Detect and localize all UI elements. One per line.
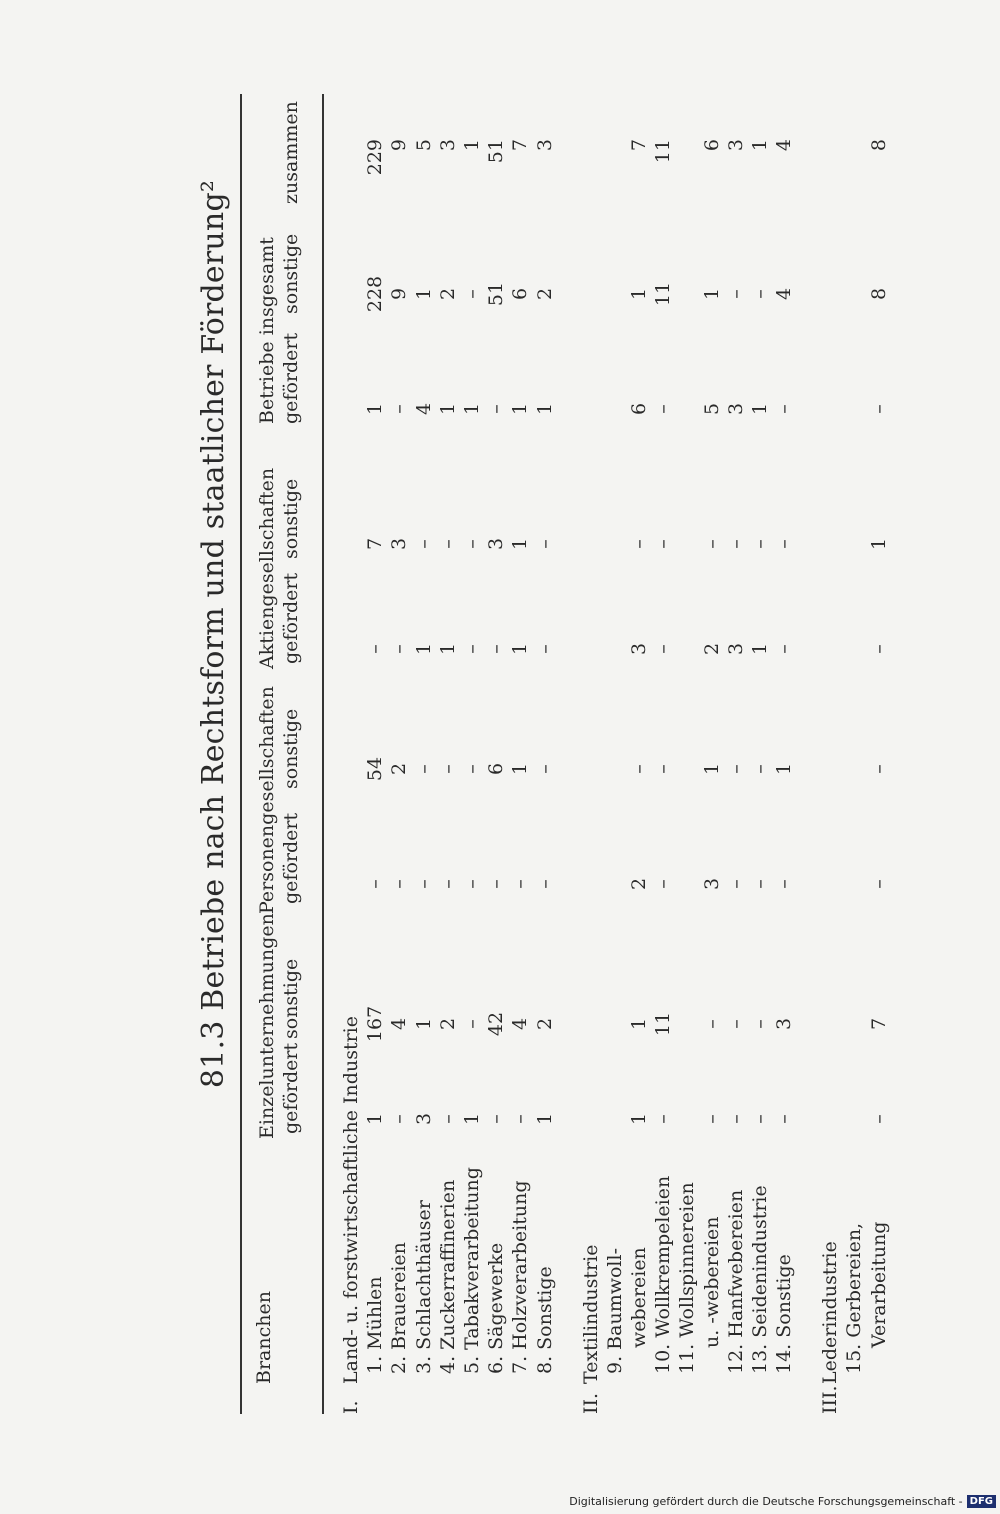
col-header-person: Personengesellschaften — [256, 686, 278, 914]
table-cell: 1 — [412, 642, 435, 656]
table-cell: 42 — [485, 1011, 508, 1037]
table-cell: – — [388, 879, 411, 889]
table-cell: – — [461, 879, 483, 889]
row-label: 6. Sägewerke — [485, 1242, 508, 1374]
table-cell: – — [724, 289, 747, 299]
table-cell: – — [533, 539, 556, 549]
table-cell: – — [748, 1019, 771, 1029]
table-cell: – — [388, 404, 411, 414]
table-cell: – — [627, 764, 650, 774]
table-cell: 1 — [533, 1112, 556, 1126]
table-cell-total: 5 — [412, 139, 435, 152]
col-header-aktien: Aktiengesellschaften — [256, 467, 278, 669]
table-cell: 1 — [461, 402, 483, 416]
table-cell: 3 — [773, 1017, 796, 1031]
row-label: 2. Brauereien — [388, 1242, 411, 1374]
section-numeral: I. — [340, 1400, 362, 1414]
table-cell: 1 — [509, 402, 532, 416]
table-cell: – — [509, 879, 532, 889]
table-cell: 6 — [485, 762, 508, 776]
col-header-einzel: Einzelunternehmungen — [256, 913, 278, 1139]
table-cell: – — [724, 1019, 747, 1029]
table-cell: – — [533, 644, 556, 654]
table-cell: 2 — [700, 642, 723, 656]
table-cell: 4 — [509, 1017, 532, 1031]
table-cell: – — [867, 1114, 890, 1124]
table-cell: 1 — [700, 762, 723, 776]
table-cell: – — [867, 404, 890, 414]
row-label: webereien — [627, 1247, 650, 1348]
row-label: 15. Gerbereien, — [843, 1222, 866, 1374]
table-cell-total: 6 — [700, 139, 723, 152]
table-cell: 4 — [773, 287, 796, 301]
table-cell: – — [748, 879, 771, 889]
table-cell: – — [652, 879, 675, 889]
table-cell-total: 3 — [724, 139, 747, 152]
table-cell-total: 51 — [485, 139, 508, 164]
table-cell: – — [485, 879, 508, 889]
dfg-logo: DFG — [967, 1495, 996, 1508]
table-cell: 1 — [412, 1017, 435, 1031]
table-cell: 1 — [700, 287, 723, 301]
table-cell: – — [388, 1114, 411, 1124]
col-header-person-gefoerdert: gefördert — [280, 812, 302, 904]
table-cell-total: 9 — [388, 139, 411, 152]
table-cell: – — [652, 404, 675, 414]
table-cell: 1 — [773, 762, 796, 776]
table-cell: – — [748, 539, 771, 549]
table-cell: 2 — [388, 762, 411, 776]
col-header-zusammen: zusammen — [280, 101, 302, 204]
table-cell: – — [461, 289, 483, 299]
table-cell: – — [700, 539, 723, 549]
table-cell: – — [364, 879, 387, 889]
table-cell-total: 1 — [748, 139, 771, 152]
header-top-rule — [240, 94, 242, 1414]
table-cell: – — [724, 539, 747, 549]
table-cell: 6 — [627, 402, 650, 416]
table-cell: – — [485, 404, 508, 414]
table-cell-total: 3 — [436, 139, 459, 152]
table-cell: – — [485, 1114, 508, 1124]
row-label: u. -webereien — [700, 1216, 723, 1348]
table-cell: 1 — [509, 762, 532, 776]
table-cell: 3 — [485, 537, 508, 551]
table-cell: – — [652, 644, 675, 654]
row-label: 9. Baumwoll- — [603, 1248, 626, 1374]
header-bottom-rule — [322, 94, 324, 1414]
table-cell: – — [652, 1114, 675, 1124]
table-cell: 4 — [412, 402, 435, 416]
table-cell: 2 — [627, 877, 650, 891]
table-cell: – — [867, 879, 890, 889]
table-cell: 8 — [867, 287, 890, 301]
table-cell-total: 11 — [652, 139, 675, 164]
table-cell: 7 — [364, 537, 387, 551]
section-numeral: II. — [579, 1392, 602, 1414]
table-cell: 4 — [388, 1017, 411, 1031]
table-cell: – — [773, 1114, 796, 1124]
table-cell: – — [388, 644, 411, 654]
table-cell: 1 — [412, 287, 435, 301]
table-cell: – — [773, 879, 796, 889]
table-cell: 2 — [436, 287, 459, 301]
col-header-betriebe: Betriebe insgesamt — [256, 237, 278, 424]
table-cell: 2 — [436, 1017, 459, 1031]
table-cell: – — [364, 644, 387, 654]
row-label: 11. Wollspinnereien — [676, 1182, 699, 1374]
table-cell-total: 4 — [773, 139, 796, 152]
table-cell-total: 7 — [627, 139, 650, 152]
col-header-einzel-gefoerdert: gefördert — [280, 1042, 302, 1134]
table-cell: 1 — [627, 1112, 650, 1126]
table-cell: – — [436, 879, 459, 889]
table-cell: 228 — [364, 275, 387, 313]
col-header-branchen: Branchen — [253, 1291, 275, 1384]
row-label: 10. Wollkrempeleien — [652, 1175, 675, 1374]
row-label: 12. Hanfwebereien — [724, 1189, 747, 1374]
table-cell: 1 — [748, 642, 771, 656]
table-cell: – — [748, 764, 771, 774]
table-cell: 1 — [627, 287, 650, 301]
table-cell: – — [748, 289, 771, 299]
section-label: Lederindustrie — [819, 1241, 842, 1384]
table-cell: – — [700, 1019, 723, 1029]
table-cell: 1 — [436, 642, 459, 656]
table-cell: 167 — [364, 1005, 387, 1043]
footer — [569, 1495, 996, 1508]
table-cell: 1 — [436, 402, 459, 416]
table-cell: – — [773, 539, 796, 549]
table-cell: 1 — [461, 1112, 483, 1126]
table-cell: – — [461, 764, 483, 774]
table-cell-total: 7 — [509, 139, 532, 152]
table-cell: – — [461, 539, 483, 549]
table-cell: – — [412, 879, 435, 889]
table-cell: – — [412, 764, 435, 774]
table-cell: – — [461, 1019, 483, 1029]
table-cell: – — [436, 539, 459, 549]
table-cell: – — [773, 404, 796, 414]
col-header-einzel-sonstige: sonstige — [280, 958, 302, 1039]
table-cell: 1 — [748, 402, 771, 416]
table-cell: 1 — [627, 1017, 650, 1031]
table-cell: – — [748, 1114, 771, 1124]
footer-text: Digitalisierung gefördert durch die Deutsche Forschungsgemeinschaft - — [569, 1495, 963, 1508]
table-cell: 1 — [867, 537, 890, 551]
row-label: 8. Sonstige — [533, 1266, 556, 1374]
table-cell: – — [724, 764, 747, 774]
col-header-person-sonstige: sonstige — [280, 708, 302, 789]
table-cell: 1 — [364, 1112, 387, 1126]
table-cell: – — [867, 764, 890, 774]
col-header-betriebe-sonstige: sonstige — [280, 233, 302, 314]
table-cell: – — [485, 644, 508, 654]
col-header-betriebe-gefoerdert: gefördert — [280, 332, 302, 424]
table-cell: 3 — [724, 642, 747, 656]
table-cell: 2 — [533, 287, 556, 301]
table-cell: – — [533, 879, 556, 889]
table-cell: – — [867, 644, 890, 654]
table-cell: – — [700, 1114, 723, 1124]
table-cell-total: 229 — [364, 139, 387, 176]
section-numeral: III. — [819, 1385, 842, 1414]
table-cell: – — [773, 644, 796, 654]
col-header-aktien-sonstige: sonstige — [280, 478, 302, 559]
table-cell: – — [533, 764, 556, 774]
table-cell: 3 — [627, 642, 650, 656]
table-cell: 1 — [509, 642, 532, 656]
table-cell: 6 — [509, 287, 532, 301]
row-label: Verarbeitung — [867, 1221, 890, 1348]
table-cell: 3 — [724, 402, 747, 416]
row-label: 1. Mühlen — [364, 1276, 387, 1374]
row-label: 3. Schlachthäuser — [412, 1200, 435, 1374]
table-cell-total: 1 — [461, 139, 483, 152]
table-cell: 3 — [412, 1112, 435, 1126]
table-cell: 1 — [509, 537, 532, 551]
table-cell: 7 — [867, 1017, 890, 1031]
table-cell: 11 — [652, 281, 675, 307]
table-cell: – — [412, 539, 435, 549]
row-label: 14. Sonstige — [773, 1254, 796, 1374]
table-cell: 5 — [700, 402, 723, 416]
table-cell: – — [652, 539, 675, 549]
row-label: 13. Seidenindustrie — [748, 1185, 771, 1374]
table-title: 81.3 Betriebe nach Rechtsform und staatlicher Förderung² — [196, 179, 231, 1089]
table-cell: – — [436, 764, 459, 774]
table-cell: – — [461, 644, 483, 654]
table-cell: 1 — [364, 402, 387, 416]
row-label: 5. Tabakverarbeitung — [461, 1167, 483, 1374]
table-cell: – — [627, 539, 650, 549]
table-cell: 54 — [364, 756, 387, 782]
row-label: 4. Zuckerraffinerien — [436, 1179, 459, 1374]
table-cell: 1 — [533, 402, 556, 416]
table-cell-total: 8 — [867, 139, 890, 152]
table-cell: – — [436, 1114, 459, 1124]
table-cell-total: 3 — [533, 139, 556, 152]
table-cell: 2 — [533, 1017, 556, 1031]
table-cell: – — [652, 764, 675, 774]
table-cell: – — [724, 1114, 747, 1124]
section-label: Land- u. forstwirtschaftliche Industrie — [340, 1016, 362, 1384]
col-header-aktien-gefoerdert: gefördert — [280, 572, 302, 664]
section-label: Textilindustrie — [579, 1244, 602, 1384]
table-cell: 11 — [652, 1011, 675, 1037]
row-label: 7. Holzverarbeitung — [509, 1180, 532, 1374]
table-cell: – — [724, 879, 747, 889]
table-cell: – — [509, 1114, 532, 1124]
table-cell: 3 — [388, 537, 411, 551]
table-cell: 9 — [388, 287, 411, 301]
table-cell: 3 — [700, 877, 723, 891]
table-cell: 51 — [485, 281, 508, 307]
